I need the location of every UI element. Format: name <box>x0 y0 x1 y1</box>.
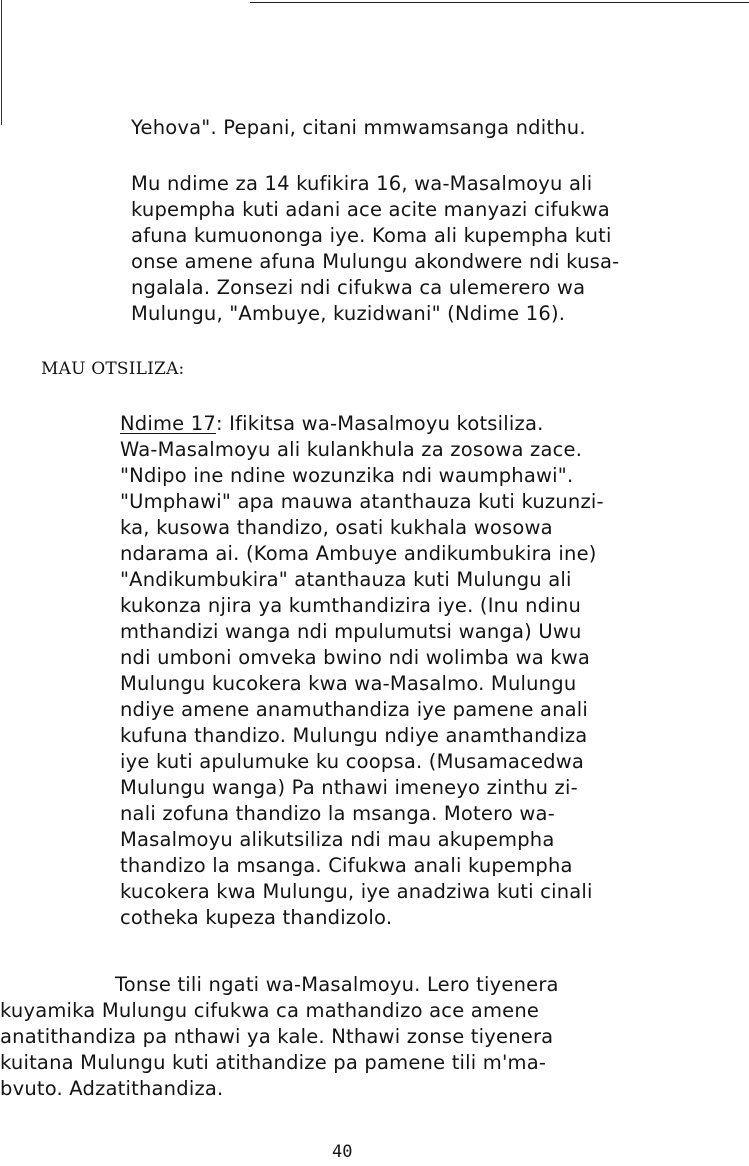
paragraph-verses-14-16 <box>131 171 619 327</box>
text-line: "Ndipo ine ndine wozunzika ndi waumphawi". <box>120 464 574 487</box>
text-line: kuitana Mulungu kuti atithandize pa pamene tili m'ma- <box>0 1051 547 1074</box>
text-line: kucokera kwa Mulungu, iye anadziwa kuti cinali <box>120 880 593 903</box>
text-line: Mulungu, "Ambuye, kuzidwani" (Ndime 16). <box>131 302 566 325</box>
text-line: kufuna thandizo. Mulungu ndiye anamthandiza <box>120 724 588 747</box>
text-line: ka, kusowa thandizo, osati kukhala wosowa <box>120 516 553 539</box>
text-line: Yehova". Pepani, citani mmwamsanga ndithu. <box>131 116 586 139</box>
page-top-edge <box>250 2 749 3</box>
text-line: ndarama ai. (Koma Ambuye andikumbukira ine) <box>120 542 597 565</box>
text-line: kupempha kuti adani ace acite manyazi cifukwa <box>131 198 610 221</box>
text-line: nali zofuna thandizo la msanga. Motero wa- <box>120 802 555 825</box>
verse-label-rest: : Ifikitsa wa-Masalmoyu kotsiliza. <box>216 412 544 435</box>
text-line: Masalmoyu alikutsiliza ndi mau akupempha <box>120 828 555 851</box>
page-left-edge <box>1 0 2 125</box>
text-line: Mu ndime za 14 kufikira 16, wa-Masalmoyu ali <box>131 172 593 195</box>
page-number: 40 <box>332 1142 353 1162</box>
text-line: thandizo la msanga. Cifukwa anali kupempha <box>120 854 573 877</box>
text-line: ngalala. Zonsezi ndi cifukwa ca ulemerero wa <box>131 276 586 299</box>
text-line: mthandizi wanga ndi mpulumutsi wanga) Uwu <box>120 620 582 643</box>
text-line: Tonse tili ngati wa-Masalmoyu. Lero tiyenera <box>115 973 559 996</box>
text-line: Wa-Masalmoyu ali kulankhula za zosowa zace. <box>120 438 583 461</box>
text-line: kuyamika Mulungu cifukwa ca mathandizo ace amene <box>0 999 540 1022</box>
paragraph-conclusion <box>0 972 559 1102</box>
verse-label: Ndime 17 <box>120 412 216 435</box>
text-line <box>120 411 604 437</box>
text-line: cotheka kupeza thandizolo. <box>120 906 393 929</box>
text-line: ndiye amene anamuthandiza iye pamene anali <box>120 698 589 721</box>
text-line: kukonza njira ya kumthandizira iye. (Inu ndinu <box>120 594 582 617</box>
text-line: onse amene afuna Mulungu akondwere ndi kusa- <box>131 250 620 273</box>
text-line: Mulungu kucokera kwa wa-Masalmo. Mulungu <box>120 672 577 695</box>
text-line: ndi umboni omveka bwino ndi wolimba wa kwa <box>120 646 591 669</box>
text-line: afuna kumuononga iye. Koma ali kupempha kuti <box>131 224 612 247</box>
section-heading: MAU OTSILIZA: <box>41 359 185 379</box>
paragraph-verse-17 <box>120 411 604 931</box>
text-line: bvuto. Adzatithandiza. <box>0 1077 224 1100</box>
text-line: "Umphawi" apa mauwa atanthauza kuti kuzunzi- <box>120 490 604 513</box>
paragraph-intro <box>131 115 586 141</box>
text-line: iye kuti apulumuke ku coopsa. (Musamacedwa <box>120 750 585 773</box>
text-line: "Andikumbukira" atanthauza kuti Mulungu ali <box>120 568 572 591</box>
text-line: Mulungu wanga) Pa nthawi imeneyo zinthu zi- <box>120 776 578 799</box>
text-line: anatithandiza pa nthawi ya kale. Nthawi zonse tiyenera <box>0 1025 554 1048</box>
